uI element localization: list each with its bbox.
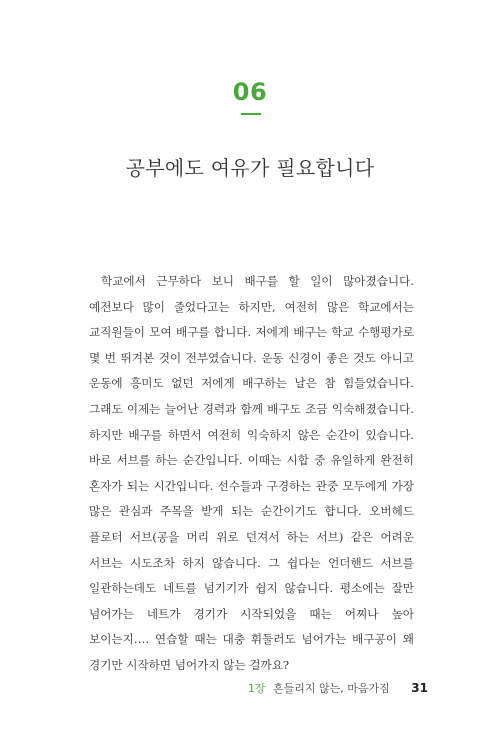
chapter-title: 공부에도 여유가 필요합니다 xyxy=(125,156,375,180)
page-number: 31 xyxy=(411,681,428,695)
chapter-number: 06 xyxy=(232,78,268,106)
footer-chapter-label: 1장 xyxy=(247,682,266,695)
chapter-divider xyxy=(241,113,261,115)
body-paragraph: 학교에서 근무하다 보니 배구를 할 일이 많아졌습니다. 예전보다 많이 줄었다고는 하지만, 여전히 많은 학교에서는 교직원들이 모여 배구를 합니다. 저에게 배구는 학교 수행평가로 몇 번 뛰겨본 것이 전부였습니다. 운동 신경이 좋은 것도 아니고 운동에 흥미도 없던 저에게 배구하는 날은 참 힘들었습니다. 그래도 이제는 늘어난 경력과 함께 배구도 조금 익숙해졌습니다. 하지만 배구를 하면서 여전히 익숙하지 않은 순간이 있습니다. 바로 서브를 하는 순간입니다. 이때는 시합 중 유일하게 완전히 혼자가 되는 시간입니다. 선수들과 구경하는 관중 모두에게 가장 많은 관심과 주목을 받게 되는 순간이기도 합니다. 오버헤드 플로터 서브(공을 머리 위로 던져서 하는 서브) 같은 어려운 서브는 시도조차 하지 않습니다. 그 쉽다는 언더핸드 서브를 일관하는데도 네트를 넘기기가 쉽지 않습니다. 평소에는 잘만 넘어가는 네트가 경기가 시작되었을 때는 어찌나 높아 보이는지…. 연습할 때는 대충 휘둘러도 넘어가는 배구공이 왜 경기만 시작하면 넘어가지 않는 걸까요? xyxy=(89,274,414,672)
footer-running-title: 흔들리지 않는, 마음가짐 xyxy=(273,682,390,695)
page-footer xyxy=(0,680,428,696)
